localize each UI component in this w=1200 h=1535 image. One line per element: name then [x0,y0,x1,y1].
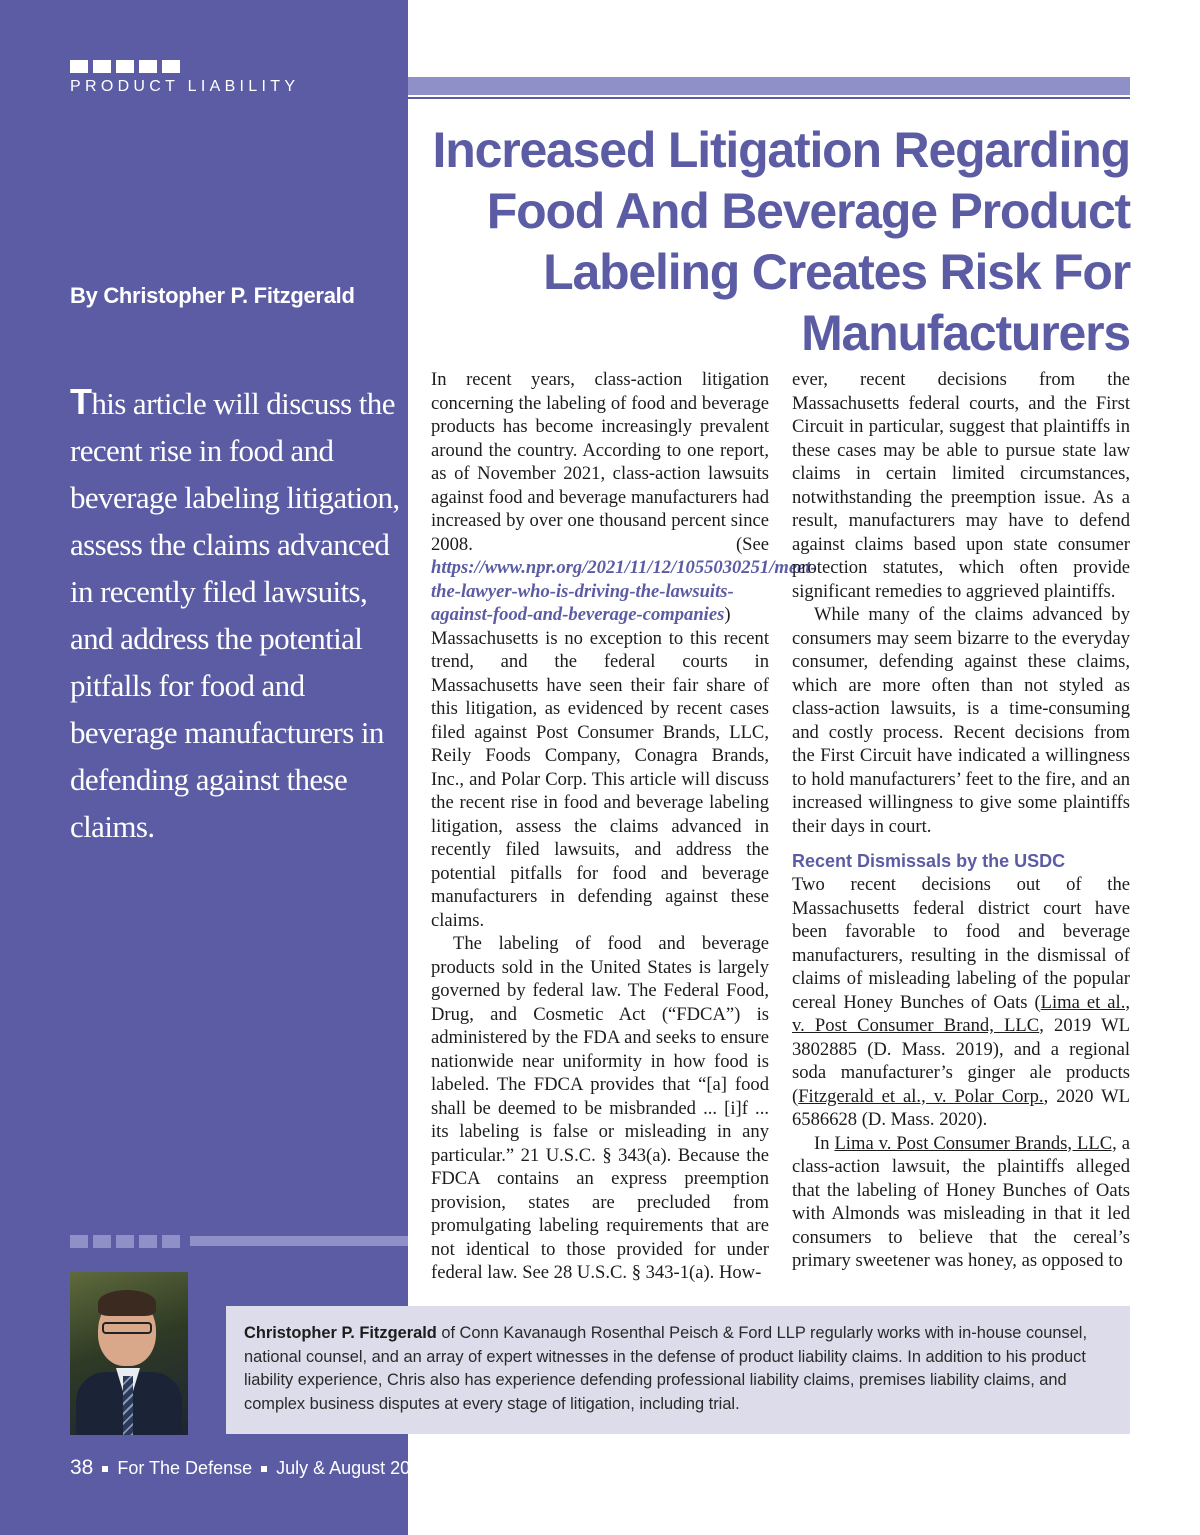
paragraph: In Lima v. Post Consumer Brands, LLC, a class-action lawsuit, the plaintiffs alleged that the labeling of Honey Bunches of Oats with Almonds was misleading in that it led consumers to believe that the cereal’s primary sweetener was honey, as opposed to [792,1132,1130,1271]
case-citation: Fitzgerald et al., v. Polar Corp. [798,1085,1044,1107]
article-column-1 [431,368,817,1285]
paragraph: Two recent decisions out of the Massachusetts federal district court have been favorable to food and beverage manufacturers, resulting in the dismissal of claims of misleading labeling of the popular cereal Honey Bunches of Oats (Lima et al., v. Post Consumer Brand, LLC, 2019 WL 3802885 (D. Mass. 2019), and a regional soda manufacturer’s ginger ale products (Fitzgerald et al., v. Polar Corp., 2020 WL 6586628 (D. Mass. 2020). [792,874,1130,1130]
subheading: Recent Dismissals by the USDC [792,851,1066,871]
paragraph: In recent years, class-action litigation concerning the labeling of food and beverage products has become increasingly prevalent around the country. According to one report, as of November 2021, class-action lawsuits against food and beverage manufacturers had increased by over one thousand percent since 2008. (See https://www.npr.org/2021/11/12/1055030251/meet-the-lawyer-who-is-driving-the-lawsuits-against-food-and-beverage-companies) Massachusetts is no exception to this recent trend, and the federal courts in Massachusetts have seen their fair share of this litigation, as evidenced by recent cases filed against Post Consumer Brands, LLC, Reily Foods Company, Conagra Brands, Inc., and Polar Corp. This article will discuss the recent rise in food and beverage labeling litigation, assess the claims advanced in recently filed lawsuits, and address the potential pitfalls for food and beverage manufacturers in defending against these claims. [431,369,817,931]
case-citation: Lima v. Post Consumer Brands, LLC, [834,1132,1117,1154]
issue-date: July & August 2022 [276,1458,431,1478]
paragraph: ever, recent decisions from the Massachusetts federal courts, and the First Circuit in particular, suggest that plaintiffs in these cases may be able to pursue state law claims in certain limited circumstances, notwithstanding the preemption issue. As a result, manufacturers may have to defend against claims based upon state consumer protection statutes, which often provide significant remedies to aggrieved plaintiffs. [792,369,1130,602]
header-rule-thin [408,97,1130,99]
npr-report-link[interactable]: https://www.npr.org/2021/11/12/1055030251/meet-the-lawyer-who-is-driving-the-lawsuits-against-food-and-beverage-companies [431,557,817,625]
header-rule [408,77,1130,95]
publication-name: For The Defense [117,1458,253,1478]
bullet-separator [261,1466,267,1472]
author-bio [226,1306,1130,1434]
pull-quote-text: his article will discuss the recent rise in food and beverage labeling litigation, assess the claims advanced in recently filed lawsuits, and address the potential pitfalls for food and beverage manufacturers in defending against these claims. [70,386,400,844]
decorative-squares-top [70,60,180,73]
bullet-separator [102,1466,108,1472]
author-name: Christopher P. Fitzgerald [244,1324,437,1342]
paragraph: While many of the claims advanced by consumers may seem bizarre to the everyday consumer, defending against these claims, which are more often than not styled as class-action lawsuits, is a time-consuming and costly process. Recent decisions from the First Circuit have indicated a willingness to hold manufacturers’ feet to the fire, and an increased willingness to give some plaintiffs their days in court. [792,604,1130,837]
article-column-2 [792,368,1130,1273]
article-title: Increased Litigation Regarding Food And Beverage Product Labeling Creates Risk For Manufacturers [432,122,1130,361]
decorative-squares-bottom [70,1235,180,1248]
byline: By Christopher P. Fitzgerald [70,283,355,308]
section-label: PRODUCT LIABILITY [70,78,300,95]
bio-text: of Conn Kavanaugh Rosenthal Peisch & Ford LLP regularly works with in-house counsel, national counsel, and an array of expert witnesses in the defense of product liability claims. In addition to his product liability experience, Chris also has experience defending professional liability claims, premises liability claims, and complex business disputes at every stage of litigation, including trial. [244,1324,1088,1413]
page-footer [70,1456,430,1480]
page-number: 38 [70,1456,94,1479]
case-citation: Lima et al., v. Post Consumer Brand, LLC [792,991,1130,1036]
pull-quote [70,378,400,850]
bio-rule [190,1236,408,1246]
drop-letter: T [70,381,92,422]
paragraph: The labeling of food and beverage products sold in the United States is largely governed by federal law. The Federal Food, Drug, and Cosmetic Act (“FDCA”) is administered by the FDA and seeks to ensure nationwide near uniformity in how food is labeled. The FDCA provides that “[a] food shall be deemed to be misbranded ... [i]f ... its labeling is false or misleading in any particular.” 21 U.S.C. § 343(a). Because the FDCA contains an express preemption provision, states are precluded from promulgating labeling requirements that are not identical to those provided for under federal law. See 28 U.S.C. § 343-1(a). How- [431,933,769,1283]
author-photo [70,1272,188,1435]
